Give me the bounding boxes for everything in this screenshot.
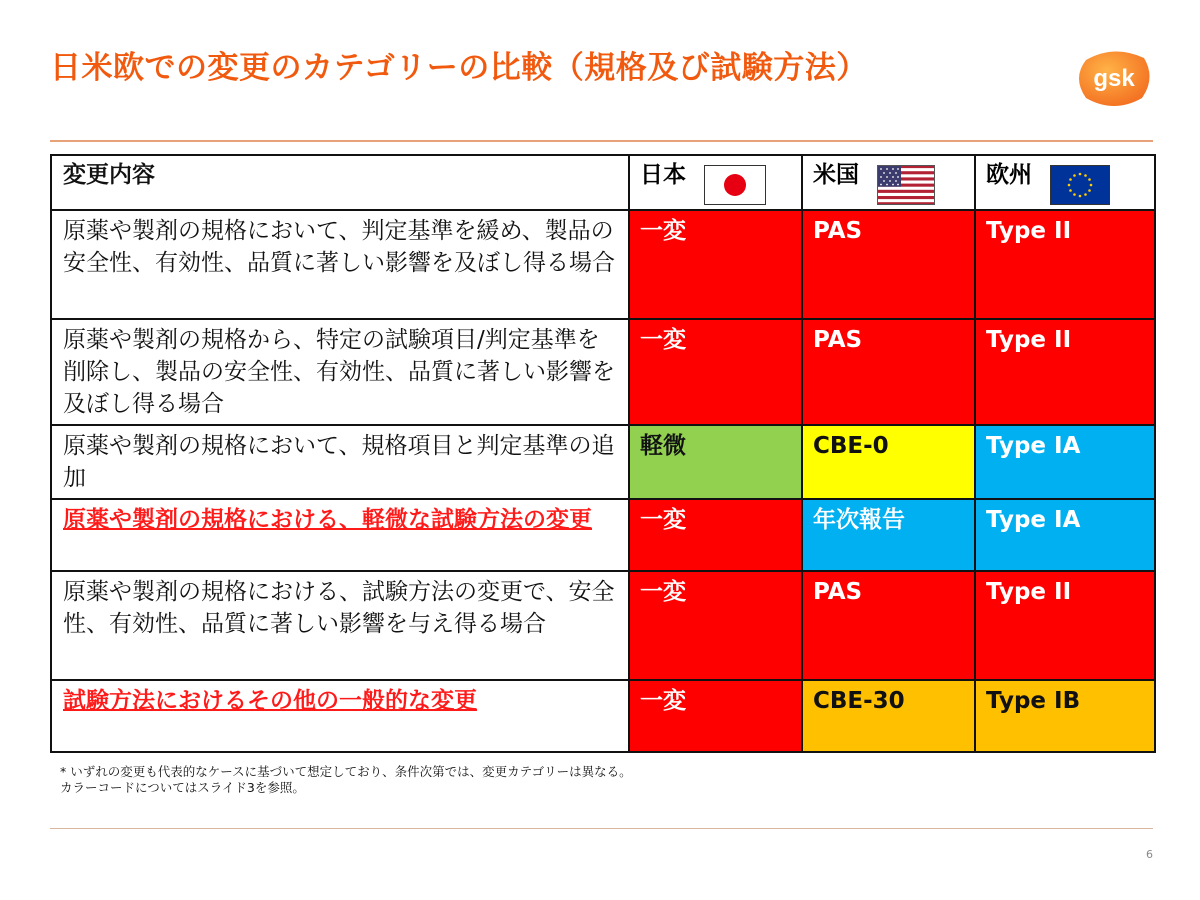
row-6-eu: Type IB [975, 680, 1155, 752]
table-row [51, 680, 1155, 752]
header-us-label: 米国 [813, 162, 859, 188]
header-change-content: 変更内容 [51, 155, 629, 210]
title-divider [50, 140, 1153, 142]
row-5-description: 原薬や製剤の規格における、試験方法の変更で、安全性、有効性、品質に著しい影響を与え得る場合 [51, 571, 629, 680]
row-2-us: PAS [802, 319, 975, 425]
row-1-us: PAS [802, 210, 975, 319]
row-3-japan: 軽微 [629, 425, 802, 499]
footnote-line-2: カラーコードについてはスライド3を参照。 [60, 780, 305, 795]
header-japan-label: 日本 [640, 162, 686, 188]
footnote-line-1: * いずれの変更も代表的なケースに基づいて想定しており、条件次第では、変更カテゴリーは異なる。 [60, 764, 632, 779]
row-6-us: CBE-30 [802, 680, 975, 752]
row-6-description: 試験方法におけるその他の一般的な変更 [51, 680, 629, 752]
gsk-logo [1076, 48, 1152, 108]
row-2-description: 原薬や製剤の規格から、特定の試験項目/判定基準を削除し、製品の安全性、有効性、品質に著しい影響を及ぼし得る場合 [51, 319, 629, 425]
row-4-us: 年次報告 [802, 499, 975, 571]
row-3-description: 原薬や製剤の規格において、規格項目と判定基準の追加 [51, 425, 629, 499]
table-row [51, 210, 1155, 319]
page-number: 6 [1146, 848, 1153, 861]
table-header-row [51, 155, 1155, 210]
footnote [60, 764, 632, 796]
header-us [802, 155, 975, 210]
row-3-us: CBE-0 [802, 425, 975, 499]
row-4-japan: 一変 [629, 499, 802, 571]
row-1-description: 原薬や製剤の規格において、判定基準を緩め、製品の安全性、有効性、品質に著しい影響を及ぼし得る場合 [51, 210, 629, 319]
row-2-eu: Type II [975, 319, 1155, 425]
row-6-japan: 一変 [629, 680, 802, 752]
eu-flag-icon [1050, 165, 1110, 205]
row-5-us: PAS [802, 571, 975, 680]
table-row [51, 499, 1155, 571]
comparison-table [50, 154, 1156, 753]
row-3-eu: Type IA [975, 425, 1155, 499]
header-eu [975, 155, 1155, 210]
header-japan [629, 155, 802, 210]
row-1-eu: Type II [975, 210, 1155, 319]
row-4-description: 原薬や製剤の規格における、軽微な試験方法の変更 [51, 499, 629, 571]
row-5-eu: Type II [975, 571, 1155, 680]
header-eu-label: 欧州 [986, 162, 1032, 188]
logo-text: gsk [1093, 65, 1135, 92]
row-1-japan: 一変 [629, 210, 802, 319]
row-2-japan: 一変 [629, 319, 802, 425]
table-row [51, 571, 1155, 680]
us-flag-icon [877, 165, 935, 205]
footer-divider [50, 828, 1153, 829]
table-row [51, 425, 1155, 499]
japan-flag-icon [704, 165, 766, 205]
row-5-japan: 一変 [629, 571, 802, 680]
slide-title: 日米欧での変更のカテゴリーの比較（規格及び試験方法） [50, 50, 868, 86]
table-row [51, 319, 1155, 425]
row-4-eu: Type IA [975, 499, 1155, 571]
